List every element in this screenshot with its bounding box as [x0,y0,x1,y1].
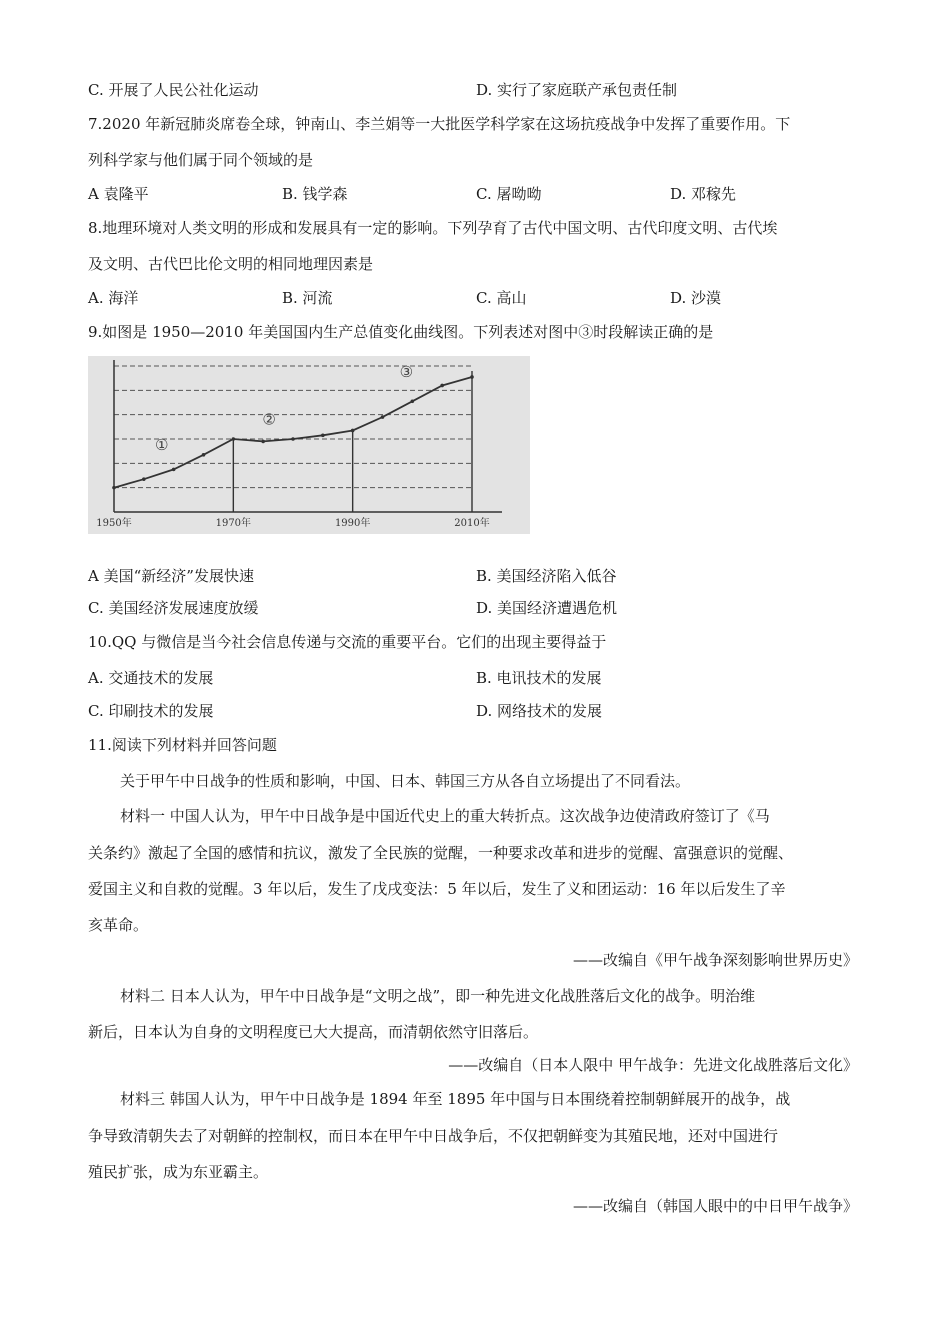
q9-option-b: B. 美国经济陷入低谷 [476,567,617,585]
gdp-data-point [261,440,265,444]
q8-stem-line1: 8.地理环境对人类文明的形成和发展具有一定的影响。下列孕育了古代中国文明、古代印度文明、古代埃 [88,219,778,237]
q11-material3-source: ——改编自（韩国人眼中的中日甲午战争》 [572,1197,858,1215]
gdp-data-point [232,437,236,441]
gdp-data-point [411,399,415,403]
q11-material3-line2: 争导致清朝失去了对朝鲜的控制权，而日本在甲午中日战争后，不仅把朝鲜变为其殖民地，还对中国进行 [88,1127,779,1145]
q8-option-a: A. 海洋 [88,289,139,307]
q11-material1-source: ——改编自《甲午战争深刻影响世界历史》 [572,951,858,969]
q7-option-d: D. 邓稼先 [670,185,737,203]
q7-stem-line2: 列科学家与他们属于同个领域的是 [88,151,314,169]
q10-option-a: A. 交通技术的发展 [88,669,214,687]
q7-stem-line1: 7.2020 年新冠肺炎席卷全球，钟南山、李兰娟等一大批医学科学家在这场抗疫战争中发挥了重要作用。下 [88,115,791,133]
gdp-data-point [381,415,385,419]
q11-material1-line1: 材料一 中国人认为，甲午中日战争是中国近代史上的重大转折点。这次战争边使清政府签订了《马 [120,807,770,825]
q10-option-c: C. 印刷技术的发展 [88,702,214,720]
gdp-data-point [172,468,176,472]
q9-stem: 9.如图是 1950—2010 年美国国内生产总值变化曲线图。下列表述对图中③时段解读正确的是 [88,323,714,341]
gdp-data-point [321,434,325,438]
gdp-data-point [142,477,146,481]
segment-label: ③ [399,362,414,381]
q6-option-d: D. 实行了家庭联产承包责任制 [476,81,678,99]
q10-option-d: D. 网络技术的发展 [476,702,603,720]
gdp-chart [88,356,530,534]
q11-material1-line3: 爱国主义和自救的觉醒。3 年以后，发生了戊戌变法：5 年以后，发生了义和团运动：16 年以后发生了辛 [88,880,786,898]
q11-material1-line2: 关条约》激起了全国的感情和抗议，激发了全民族的觉醒，一种要求改革和进步的觉醒、富强意识的觉醒、 [88,844,794,862]
q6-option-c: C. 开展了人民公社化运动 [88,81,259,99]
q8-option-d: D. 沙漠 [670,289,722,307]
gdp-chart-svg [88,356,530,534]
q9-option-a: A 美国“新经济”发展快速 [88,567,254,585]
q10-option-b: B. 电讯技术的发展 [476,669,602,687]
q11-intro: 关于甲午中日战争的性质和影响，中国、日本、韩国三方从各自立场提出了不同看法。 [120,772,691,790]
segment-label: ② [262,410,276,429]
q7-option-c: C. 屠呦呦 [476,185,542,203]
q8-stem-line2: 及文明、古代巴比伦文明的相同地理因素是 [88,255,374,273]
gdp-data-point [440,384,444,388]
q9-option-c: C. 美国经济发展速度放缓 [88,599,259,617]
x-tick-label: 1950年 [96,518,132,529]
q8-option-c: C. 高山 [476,289,527,307]
gdp-data-point [351,429,355,433]
x-tick-label: 2010年 [454,518,490,529]
q8-option-b: B. 河流 [282,289,333,307]
q7-option-a: A 袁隆平 [88,185,149,203]
gdp-series-line [114,377,472,488]
x-tick-label: 1970年 [215,518,252,529]
gdp-data-point [291,437,295,441]
q11-material2-line2: 新后，日本认为自身的文明程度已大大提高，而清朝依然守旧落后。 [88,1023,539,1041]
segment-label: ① [155,435,169,454]
q11-material2-line1: 材料二 日本人认为，甲午中日战争是“文明之战”，即一种先进文化战胜落后文化的战争。明治维 [120,987,756,1005]
q7-option-b: B. 钱学森 [282,185,348,203]
q10-stem: 10.QQ 与微信是当今社会信息传递与交流的重要平台。它们的出现主要得益于 [88,633,607,651]
q9-option-d: D. 美国经济遭遇危机 [476,599,618,617]
q11-material3-line1: 材料三 韩国人认为，甲午中日战争是 1894 年至 1895 年中国与日本围绕着控制朝鲜展开的战争，战 [120,1090,791,1108]
gdp-data-point [202,453,206,457]
x-tick-label: 1990年 [334,518,371,529]
q11-stem: 11.阅读下列材料并回答问题 [88,736,277,754]
gdp-data-point [470,375,474,379]
q11-material3-line3: 殖民扩张，成为东亚霸主。 [88,1163,269,1181]
q11-material2-source: ——改编自（日本人限中 甲午战争：先进文化战胜落后文化》 [448,1056,858,1074]
gdp-data-point [112,486,116,490]
q11-material1-line4: 亥革命。 [88,916,149,934]
